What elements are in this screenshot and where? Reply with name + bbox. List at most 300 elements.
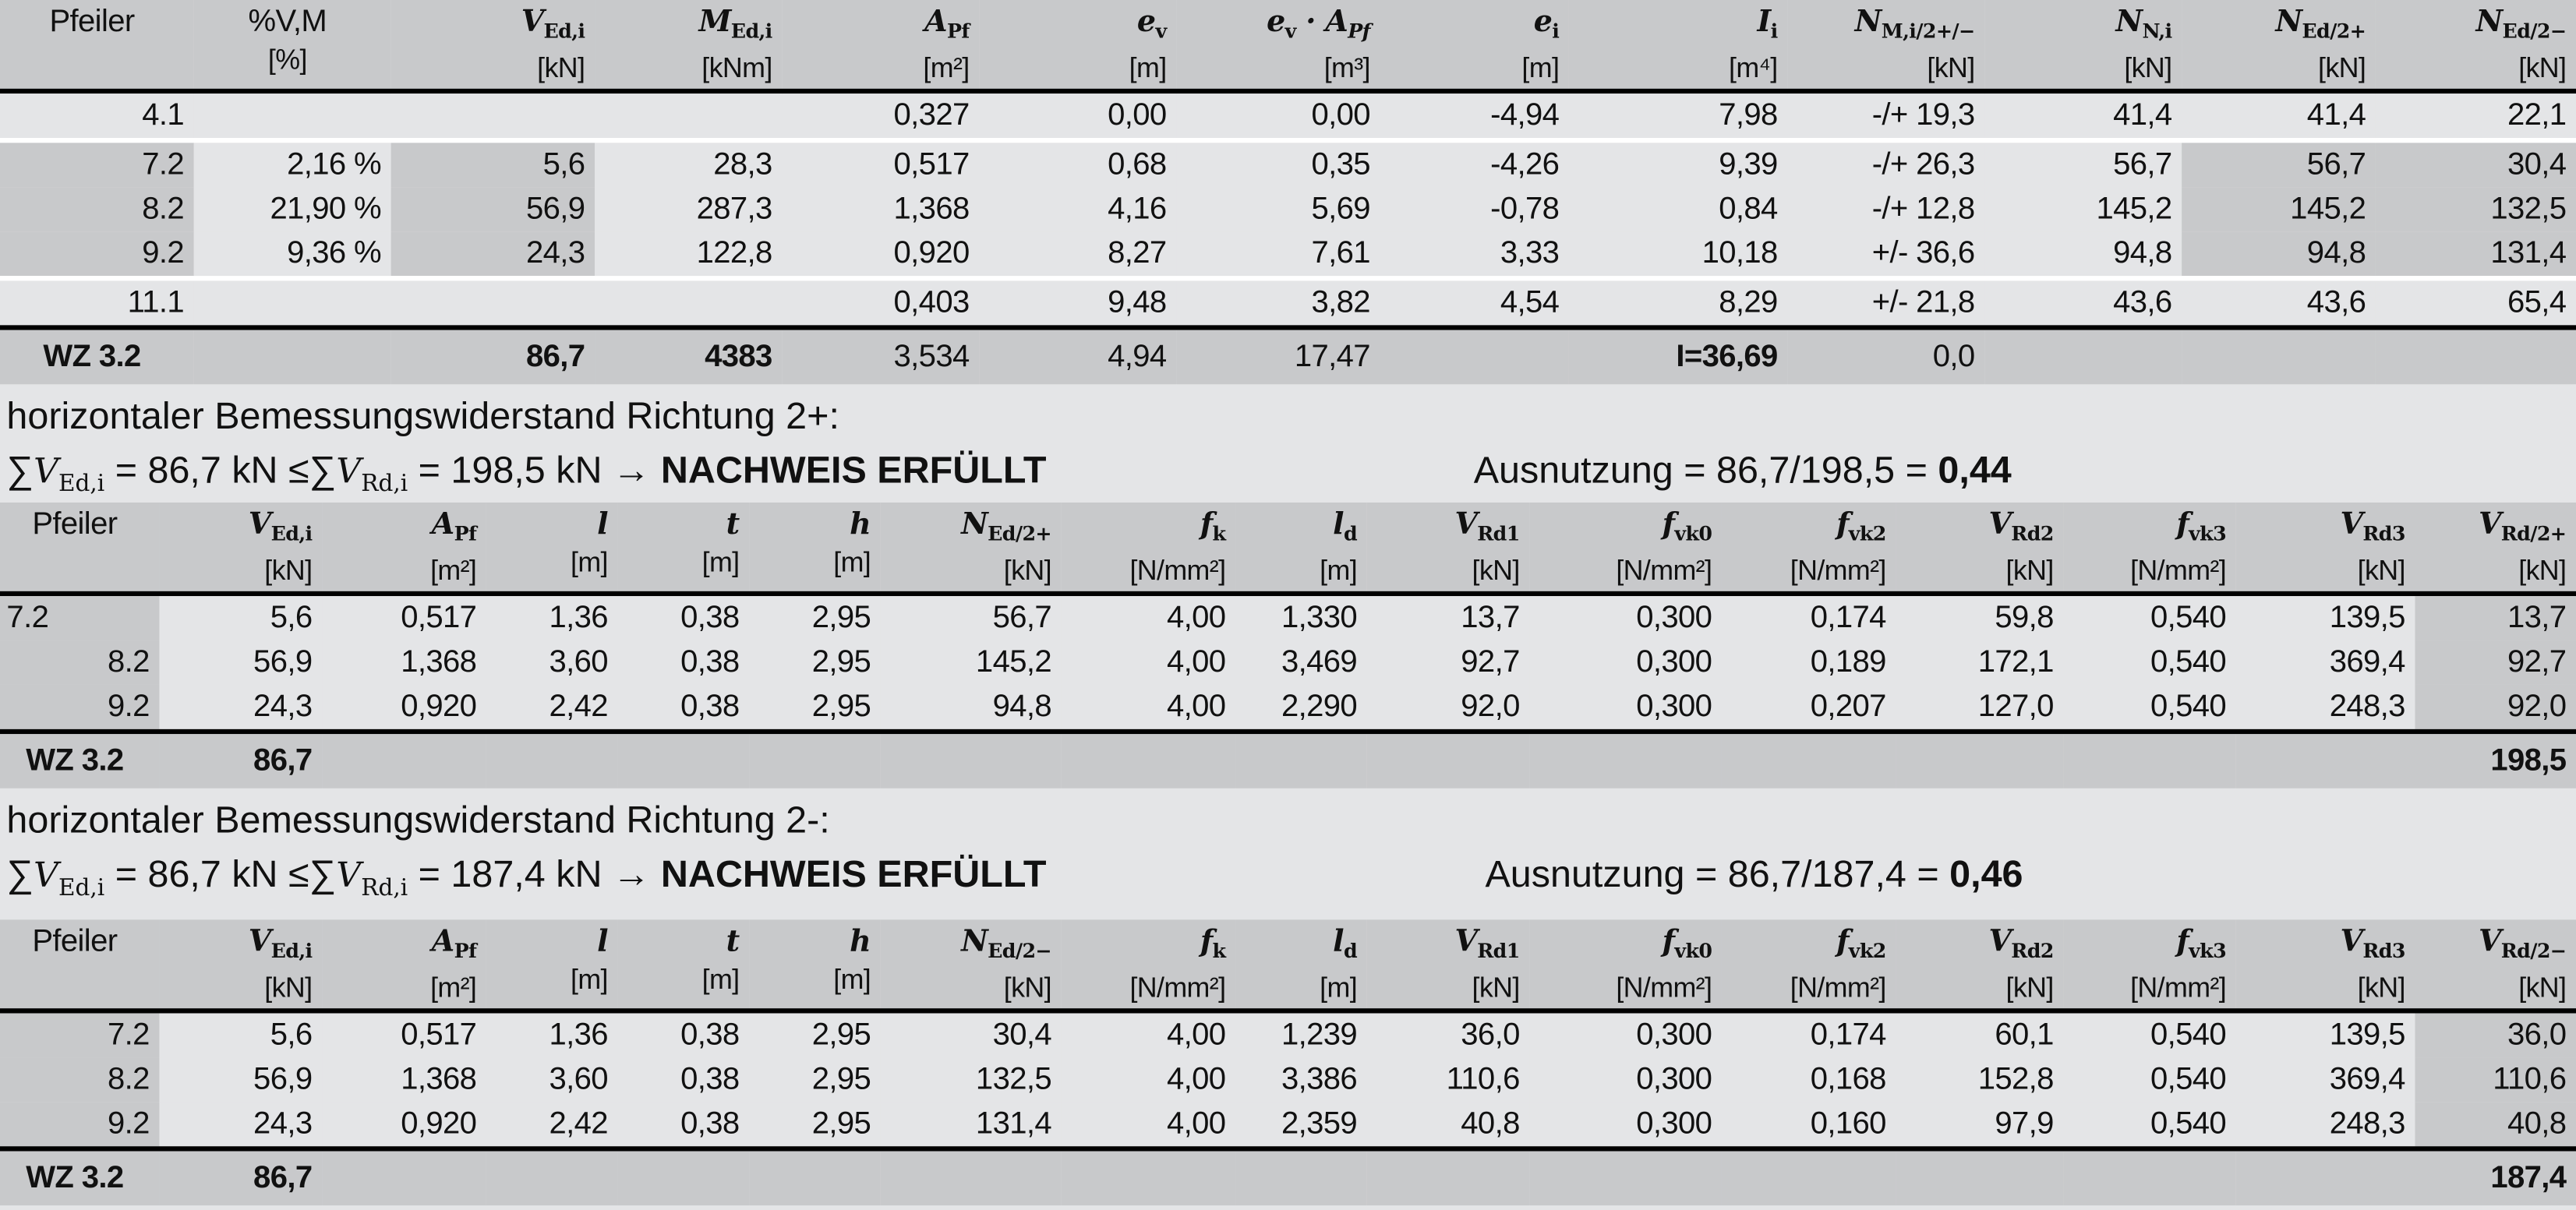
- formula-text: = 187,4 kN →: [408, 852, 661, 895]
- symbol: e: [1267, 5, 1285, 40]
- total-cell: WZ 3.2: [0, 734, 159, 788]
- table-cell: 0,540: [2063, 1057, 2235, 1102]
- total-row: [0, 330, 2576, 385]
- symbol: f: [1662, 507, 1675, 542]
- table-cell: 145,2: [881, 640, 1062, 685]
- table-cell: 1,368: [322, 1057, 486, 1102]
- total-cell: 86,7: [159, 1152, 322, 1206]
- total-cell: 198,5: [2415, 734, 2576, 788]
- symbol: I: [1757, 5, 1771, 40]
- table-cell: 1,330: [1235, 596, 1367, 640]
- table-row: [0, 1102, 2576, 1146]
- header-unit: [m²]: [430, 972, 477, 1004]
- header-symbol: [1757, 5, 1778, 43]
- total-cell: WZ 3.2: [0, 330, 194, 385]
- table-cell: 145,2: [1984, 187, 2182, 231]
- subscript: vk3: [2189, 522, 2227, 545]
- check-result: NACHWEIS ERFÜLLT: [660, 448, 1047, 492]
- symbol: V: [336, 451, 362, 492]
- header-symbol: [1988, 924, 2054, 963]
- column-header: [159, 919, 322, 1008]
- subscript: i: [1770, 19, 1778, 43]
- table-row: [0, 685, 2576, 729]
- table-cell: 0,168: [1722, 1057, 1896, 1102]
- total-cell: [1896, 734, 2063, 788]
- column-header: [1367, 503, 1530, 591]
- total-cell: [1722, 734, 1896, 788]
- table-row: [0, 93, 2576, 138]
- header-unit: [m]: [570, 964, 608, 996]
- total-cell: [749, 734, 881, 788]
- header-symbol: [1136, 5, 1167, 43]
- column-header: [0, 0, 194, 89]
- header-symbol: [726, 925, 740, 959]
- table-cell: 131,4: [2376, 231, 2576, 276]
- header-unit: [m]: [833, 964, 871, 996]
- table-cell: 2,95: [749, 685, 881, 729]
- header-unit: [kN]: [264, 555, 313, 587]
- header-symbol: [521, 5, 585, 43]
- header-symbol: [850, 507, 871, 542]
- check-title: horizontaler Bemessungswiderstand Richtung 2-:: [6, 798, 830, 841]
- operator: ·: [1295, 5, 1326, 40]
- table-cell: 24,3: [159, 1102, 322, 1146]
- table-row: [0, 596, 2576, 640]
- column-header: [2063, 503, 2235, 591]
- header-symbol: [2478, 507, 2567, 545]
- table-row: [0, 1057, 2576, 1102]
- column-header: [1529, 503, 1722, 591]
- table-cell: 0,68: [979, 143, 1176, 187]
- header-unit: [m]: [701, 964, 740, 996]
- symbol: N: [1854, 5, 1882, 40]
- column-header: [1569, 0, 1787, 89]
- subscript: Rd,i: [361, 875, 408, 902]
- check-result: NACHWEIS ERFÜLLT: [660, 852, 1047, 895]
- header-symbol: [2275, 5, 2366, 43]
- total-cell: [1367, 734, 1530, 788]
- table-cell: 0,38: [618, 1014, 750, 1058]
- table-cell: 5,69: [1176, 187, 1380, 231]
- table-cell: 110,6: [1367, 1057, 1530, 1102]
- header-unit: [kN]: [1003, 972, 1051, 1004]
- table-cell: 0,540: [2063, 640, 2235, 685]
- total-cell: [2063, 734, 2235, 788]
- column-header: [618, 503, 750, 591]
- header-label: Pfeiler: [32, 507, 118, 542]
- table-cell: 2,290: [1235, 685, 1367, 729]
- total-cell: [1367, 1152, 1530, 1206]
- table-cell: 41,4: [2182, 93, 2376, 138]
- total-cell: [618, 734, 750, 788]
- subscript: Rd,i: [361, 471, 408, 498]
- table-cell: 2,42: [486, 685, 618, 729]
- table-cell: -0,78: [1380, 187, 1569, 231]
- header-symbol: [726, 507, 740, 542]
- header-unit: [m]: [1129, 52, 1167, 84]
- total-cell: [1984, 330, 2182, 385]
- header-unit: [N/mm²]: [1616, 555, 1712, 587]
- header-unit: [N/mm²]: [1129, 555, 1226, 587]
- table-cell: 3,33: [1380, 231, 1569, 276]
- header-unit: [kN]: [1472, 555, 1520, 587]
- header-symbol: [1454, 924, 1520, 963]
- table-cell: 41,4: [1984, 93, 2182, 138]
- symbol: A: [1325, 5, 1348, 40]
- column-header: [1896, 503, 2063, 591]
- table-cell: 2,95: [749, 1102, 881, 1146]
- header-symbol: [1333, 507, 1358, 545]
- column-header: [881, 503, 1062, 591]
- table-cell: 56,7: [2182, 143, 2376, 187]
- column-header: [1529, 919, 1722, 1008]
- subscript: Rd/2+: [2500, 522, 2567, 545]
- header-unit: [kN]: [2124, 52, 2172, 84]
- table-cell: 59,8: [1896, 596, 2063, 640]
- symbol: e: [1533, 5, 1553, 40]
- header-symbol: [1662, 507, 1712, 545]
- symbol: l: [597, 507, 608, 542]
- column-header: [749, 919, 881, 1008]
- table-cell: 0,300: [1529, 1102, 1722, 1146]
- subscript: Pf: [454, 522, 477, 545]
- table-cell: 4,00: [1062, 596, 1235, 640]
- symbol: N: [961, 507, 988, 542]
- utilization: [1474, 440, 2012, 499]
- table-cell: 36,0: [1367, 1014, 1530, 1058]
- formula-text: = 86,7 kN ≤: [104, 448, 309, 492]
- table-cell: 4.1: [0, 93, 194, 138]
- symbol: t: [726, 924, 740, 959]
- total-cell: 86,7: [159, 734, 322, 788]
- subscript: Ed,i: [58, 875, 105, 902]
- header-unit: [m⁴]: [1728, 52, 1778, 84]
- table-cell: [595, 280, 782, 325]
- column-header: [2182, 0, 2376, 89]
- table-cell: 0,38: [618, 596, 750, 640]
- table-cell: 56,9: [159, 640, 322, 685]
- table-cell: 92,0: [2415, 685, 2576, 729]
- table-cell: 1,36: [486, 1014, 618, 1058]
- table-cell: 94,8: [881, 685, 1062, 729]
- header-unit: [N/mm²]: [1790, 972, 1886, 1004]
- table-cell: 5,6: [391, 143, 595, 187]
- header-symbol: [1267, 5, 1370, 43]
- total-cell: [1529, 734, 1722, 788]
- header-unit: [kN]: [2518, 555, 2567, 587]
- table-cell: 1,368: [782, 187, 979, 231]
- subscript: v: [1284, 19, 1296, 43]
- header-unit: [m]: [1320, 555, 1358, 587]
- table-cell: 139,5: [2236, 596, 2415, 640]
- column-header: [322, 503, 486, 591]
- table-cell: 30,4: [2376, 143, 2576, 187]
- symbol: V: [2478, 507, 2501, 542]
- formula-text: = 198,5 kN →: [408, 448, 661, 492]
- table-cell: 97,9: [1896, 1102, 2063, 1146]
- total-cell: [2236, 1152, 2415, 1206]
- utilization-label: Ausnutzung = 86,7/198,5 =: [1473, 448, 1938, 492]
- table-cell: 0,517: [322, 1014, 486, 1058]
- header-unit: [kNm]: [701, 52, 772, 84]
- symbol: A: [431, 507, 454, 542]
- table-cell: 0,300: [1529, 640, 1722, 685]
- symbol: V: [34, 855, 58, 895]
- subscript: Pf: [454, 939, 477, 963]
- header-unit: [kN]: [264, 972, 313, 1004]
- header-unit: [m]: [1521, 52, 1560, 84]
- total-cell: [1529, 1152, 1722, 1206]
- header-unit: [m²]: [923, 52, 970, 84]
- subscript: k: [1212, 939, 1226, 963]
- total-cell: [486, 734, 618, 788]
- table-cell: 0,84: [1569, 187, 1787, 231]
- table-cell: 0,174: [1722, 1014, 1896, 1058]
- symbol: f: [2176, 924, 2189, 959]
- symbol: f: [1836, 924, 1849, 959]
- table-cell: 65,4: [2376, 280, 2576, 325]
- header-symbol: [2340, 507, 2405, 545]
- subscript: Ed/2−: [988, 939, 1051, 963]
- table-row: [0, 280, 2576, 325]
- table-cell: -/+ 26,3: [1787, 143, 1984, 187]
- total-cell: I=36,69: [1569, 330, 1787, 385]
- table-cell: 0,35: [1176, 143, 1380, 187]
- table-cell: 0,920: [322, 685, 486, 729]
- total-cell: WZ 3.2: [0, 1152, 159, 1206]
- table-cell: 4,54: [1380, 280, 1569, 325]
- table-cell: 2,16 %: [194, 143, 391, 187]
- table-cell: -/+ 12,8: [1787, 187, 1984, 231]
- subscript: Ed/2+: [2302, 19, 2366, 43]
- table-cell: 0,517: [782, 143, 979, 187]
- table-cell: 145,2: [2182, 187, 2376, 231]
- header-unit: [m³]: [1323, 52, 1370, 84]
- table-cell: 0,207: [1722, 685, 1896, 729]
- table-cell: 127,0: [1896, 685, 2063, 729]
- table-cell: 248,3: [2236, 685, 2415, 729]
- symbol: N: [2115, 5, 2143, 40]
- column-header: [194, 0, 391, 89]
- header-symbol: [1333, 924, 1358, 963]
- symbol: l: [1333, 924, 1344, 959]
- total-cell: [486, 1152, 618, 1206]
- total-cell: [2182, 330, 2376, 385]
- header-unit: [N/mm²]: [1790, 555, 1886, 587]
- check-title: horizontaler Bemessungswiderstand Richtung 2+:: [6, 393, 839, 437]
- table-cell: 10,18: [1569, 231, 1787, 276]
- column-header: [1722, 919, 1896, 1008]
- header-unit: [kN]: [2357, 972, 2405, 1004]
- subscript: Ed,i: [270, 522, 313, 545]
- subscript: Ed,i: [58, 471, 105, 498]
- header-unit: [kN]: [1927, 52, 1975, 84]
- table-cell: [595, 93, 782, 138]
- column-header: [1787, 0, 1984, 89]
- table-cell: 8.2: [0, 640, 159, 685]
- symbol: N: [2475, 5, 2503, 40]
- symbol: l: [1333, 507, 1344, 542]
- table-cell: 369,4: [2236, 640, 2415, 685]
- symbol: V: [1454, 507, 1478, 542]
- table-cell: -4,94: [1380, 93, 1569, 138]
- column-header: [1062, 919, 1235, 1008]
- header-unit: [kN]: [1003, 555, 1051, 587]
- symbol: A: [431, 924, 454, 959]
- header-symbol: [698, 5, 772, 43]
- symbol: V: [2340, 924, 2363, 959]
- symbol: f: [2176, 507, 2189, 542]
- symbol: h: [850, 924, 871, 959]
- table-cell: 8.2: [0, 1057, 159, 1102]
- header-symbol: [597, 925, 608, 959]
- subscript: vk2: [1848, 939, 1886, 963]
- sum-symbol: ∑: [6, 448, 34, 492]
- table-cell: 0,920: [322, 1102, 486, 1146]
- header-symbol: [1836, 507, 1886, 545]
- subscript: Pf: [946, 19, 970, 43]
- header-unit: [kN]: [2005, 972, 2054, 1004]
- subscript: Ed,i: [270, 939, 313, 963]
- table-cell: 9,48: [979, 280, 1176, 325]
- table-cell: [194, 93, 391, 138]
- sum-symbol: ∑: [309, 448, 337, 492]
- column-header: [979, 0, 1176, 89]
- total-cell: [322, 734, 486, 788]
- table-cell: 24,3: [159, 685, 322, 729]
- subscript: i: [1552, 19, 1560, 43]
- table-pier-forces: [0, 0, 2576, 384]
- header-symbol: [1854, 5, 1975, 43]
- table-cell: 0,403: [782, 280, 979, 325]
- total-cell: 17,47: [1176, 330, 1380, 385]
- table-cell: 7.2: [0, 596, 159, 640]
- total-cell: [1896, 1152, 2063, 1206]
- column-header: [2415, 919, 2576, 1008]
- table-cell: 0,920: [782, 231, 979, 276]
- check-direction-2plus: [0, 384, 2576, 503]
- utilization: [1485, 844, 2023, 903]
- table-cell: 94,8: [1984, 231, 2182, 276]
- formula-text: = 86,7 kN ≤: [104, 852, 309, 895]
- table-cell: 132,5: [881, 1057, 1062, 1102]
- subscript: M,i/2+/−: [1881, 19, 1975, 43]
- total-cell: 4,94: [979, 330, 1176, 385]
- header-row: [0, 0, 2576, 89]
- column-header: [486, 919, 618, 1008]
- subscript: Rd3: [2362, 939, 2405, 963]
- utilization-value: 0,46: [1949, 852, 2023, 895]
- table-cell: 3,82: [1176, 280, 1380, 325]
- table-cell: [391, 93, 595, 138]
- total-cell: [1062, 1152, 1235, 1206]
- table-cell: 0,160: [1722, 1102, 1896, 1146]
- table-cell: [391, 280, 595, 325]
- header-label: Pfeiler: [32, 924, 118, 959]
- header-unit: [m]: [1320, 972, 1358, 1004]
- table-cell: 56,7: [1984, 143, 2182, 187]
- table-cell: 9,39: [1569, 143, 1787, 187]
- symbol: t: [726, 507, 740, 542]
- total-cell: [1235, 734, 1367, 788]
- subscript: Rd2: [2011, 939, 2054, 963]
- table-cell: 22,1: [2376, 93, 2576, 138]
- table-cell: 40,8: [1367, 1102, 1530, 1146]
- table-cell: 21,90 %: [194, 187, 391, 231]
- table-cell: 1,36: [486, 596, 618, 640]
- table-cell: 248,3: [2236, 1102, 2415, 1146]
- symbol: f: [1200, 924, 1213, 959]
- total-cell: [881, 734, 1062, 788]
- column-header: [322, 919, 486, 1008]
- symbol: V: [336, 855, 362, 895]
- column-header: [1722, 503, 1896, 591]
- table-cell: 5,6: [159, 1014, 322, 1058]
- header-symbol: [961, 924, 1051, 963]
- table-cell: 132,5: [2376, 187, 2576, 231]
- check-direction-2minus: [0, 788, 2576, 920]
- symbol: f: [1836, 507, 1849, 542]
- header-symbol: [2176, 924, 2227, 963]
- table-cell: 8,29: [1569, 280, 1787, 325]
- header-unit: [N/mm²]: [1616, 972, 1712, 1004]
- header-unit: [kN]: [1472, 972, 1520, 1004]
- table-cell: 24,3: [391, 231, 595, 276]
- total-cell: [1062, 734, 1235, 788]
- table-row: [0, 1014, 2576, 1058]
- header-symbol: [1200, 924, 1226, 963]
- table-cell: 13,7: [1367, 596, 1530, 640]
- subscript: Ed,i: [543, 19, 585, 43]
- column-header: [486, 503, 618, 591]
- table-cell: 0,300: [1529, 685, 1722, 729]
- symbol: V: [248, 507, 271, 542]
- column-header: [1235, 919, 1367, 1008]
- table-cell: 92,7: [1367, 640, 1530, 685]
- header-unit: [N/mm²]: [2130, 555, 2227, 587]
- table-cell: 92,7: [2415, 640, 2576, 685]
- subscript: d: [1343, 522, 1358, 545]
- table-row: [0, 640, 2576, 685]
- header-symbol: [597, 507, 608, 542]
- table-cell: 172,1: [1896, 640, 2063, 685]
- subscript: v: [1155, 19, 1167, 43]
- table-cell: -4,26: [1380, 143, 1569, 187]
- total-cell: [2376, 330, 2576, 385]
- header-unit: [kN]: [2005, 555, 2054, 587]
- table-cell: 5,6: [159, 596, 322, 640]
- total-cell: [881, 1152, 1062, 1206]
- header-unit: [kN]: [2518, 52, 2567, 84]
- table-cell: 9.2: [0, 231, 194, 276]
- header-symbol: [248, 507, 313, 545]
- table-cell: 2,95: [749, 596, 881, 640]
- table-cell: 0,517: [322, 596, 486, 640]
- table-cell: 56,9: [391, 187, 595, 231]
- header-unit: [kN]: [2518, 972, 2567, 1004]
- header-symbol: [1836, 924, 1886, 963]
- header-label: %V,M: [248, 5, 327, 40]
- table-cell: 4,00: [1062, 1102, 1235, 1146]
- table-cell: 4,00: [1062, 640, 1235, 685]
- header-symbol: [2475, 5, 2567, 43]
- header-symbol: [924, 5, 970, 43]
- table-cell: 7,61: [1176, 231, 1380, 276]
- header-symbol: [1662, 924, 1712, 963]
- table-cell: 92,0: [1367, 685, 1530, 729]
- table-cell: 40,8: [2415, 1102, 2576, 1146]
- table-cell: 8.2: [0, 187, 194, 231]
